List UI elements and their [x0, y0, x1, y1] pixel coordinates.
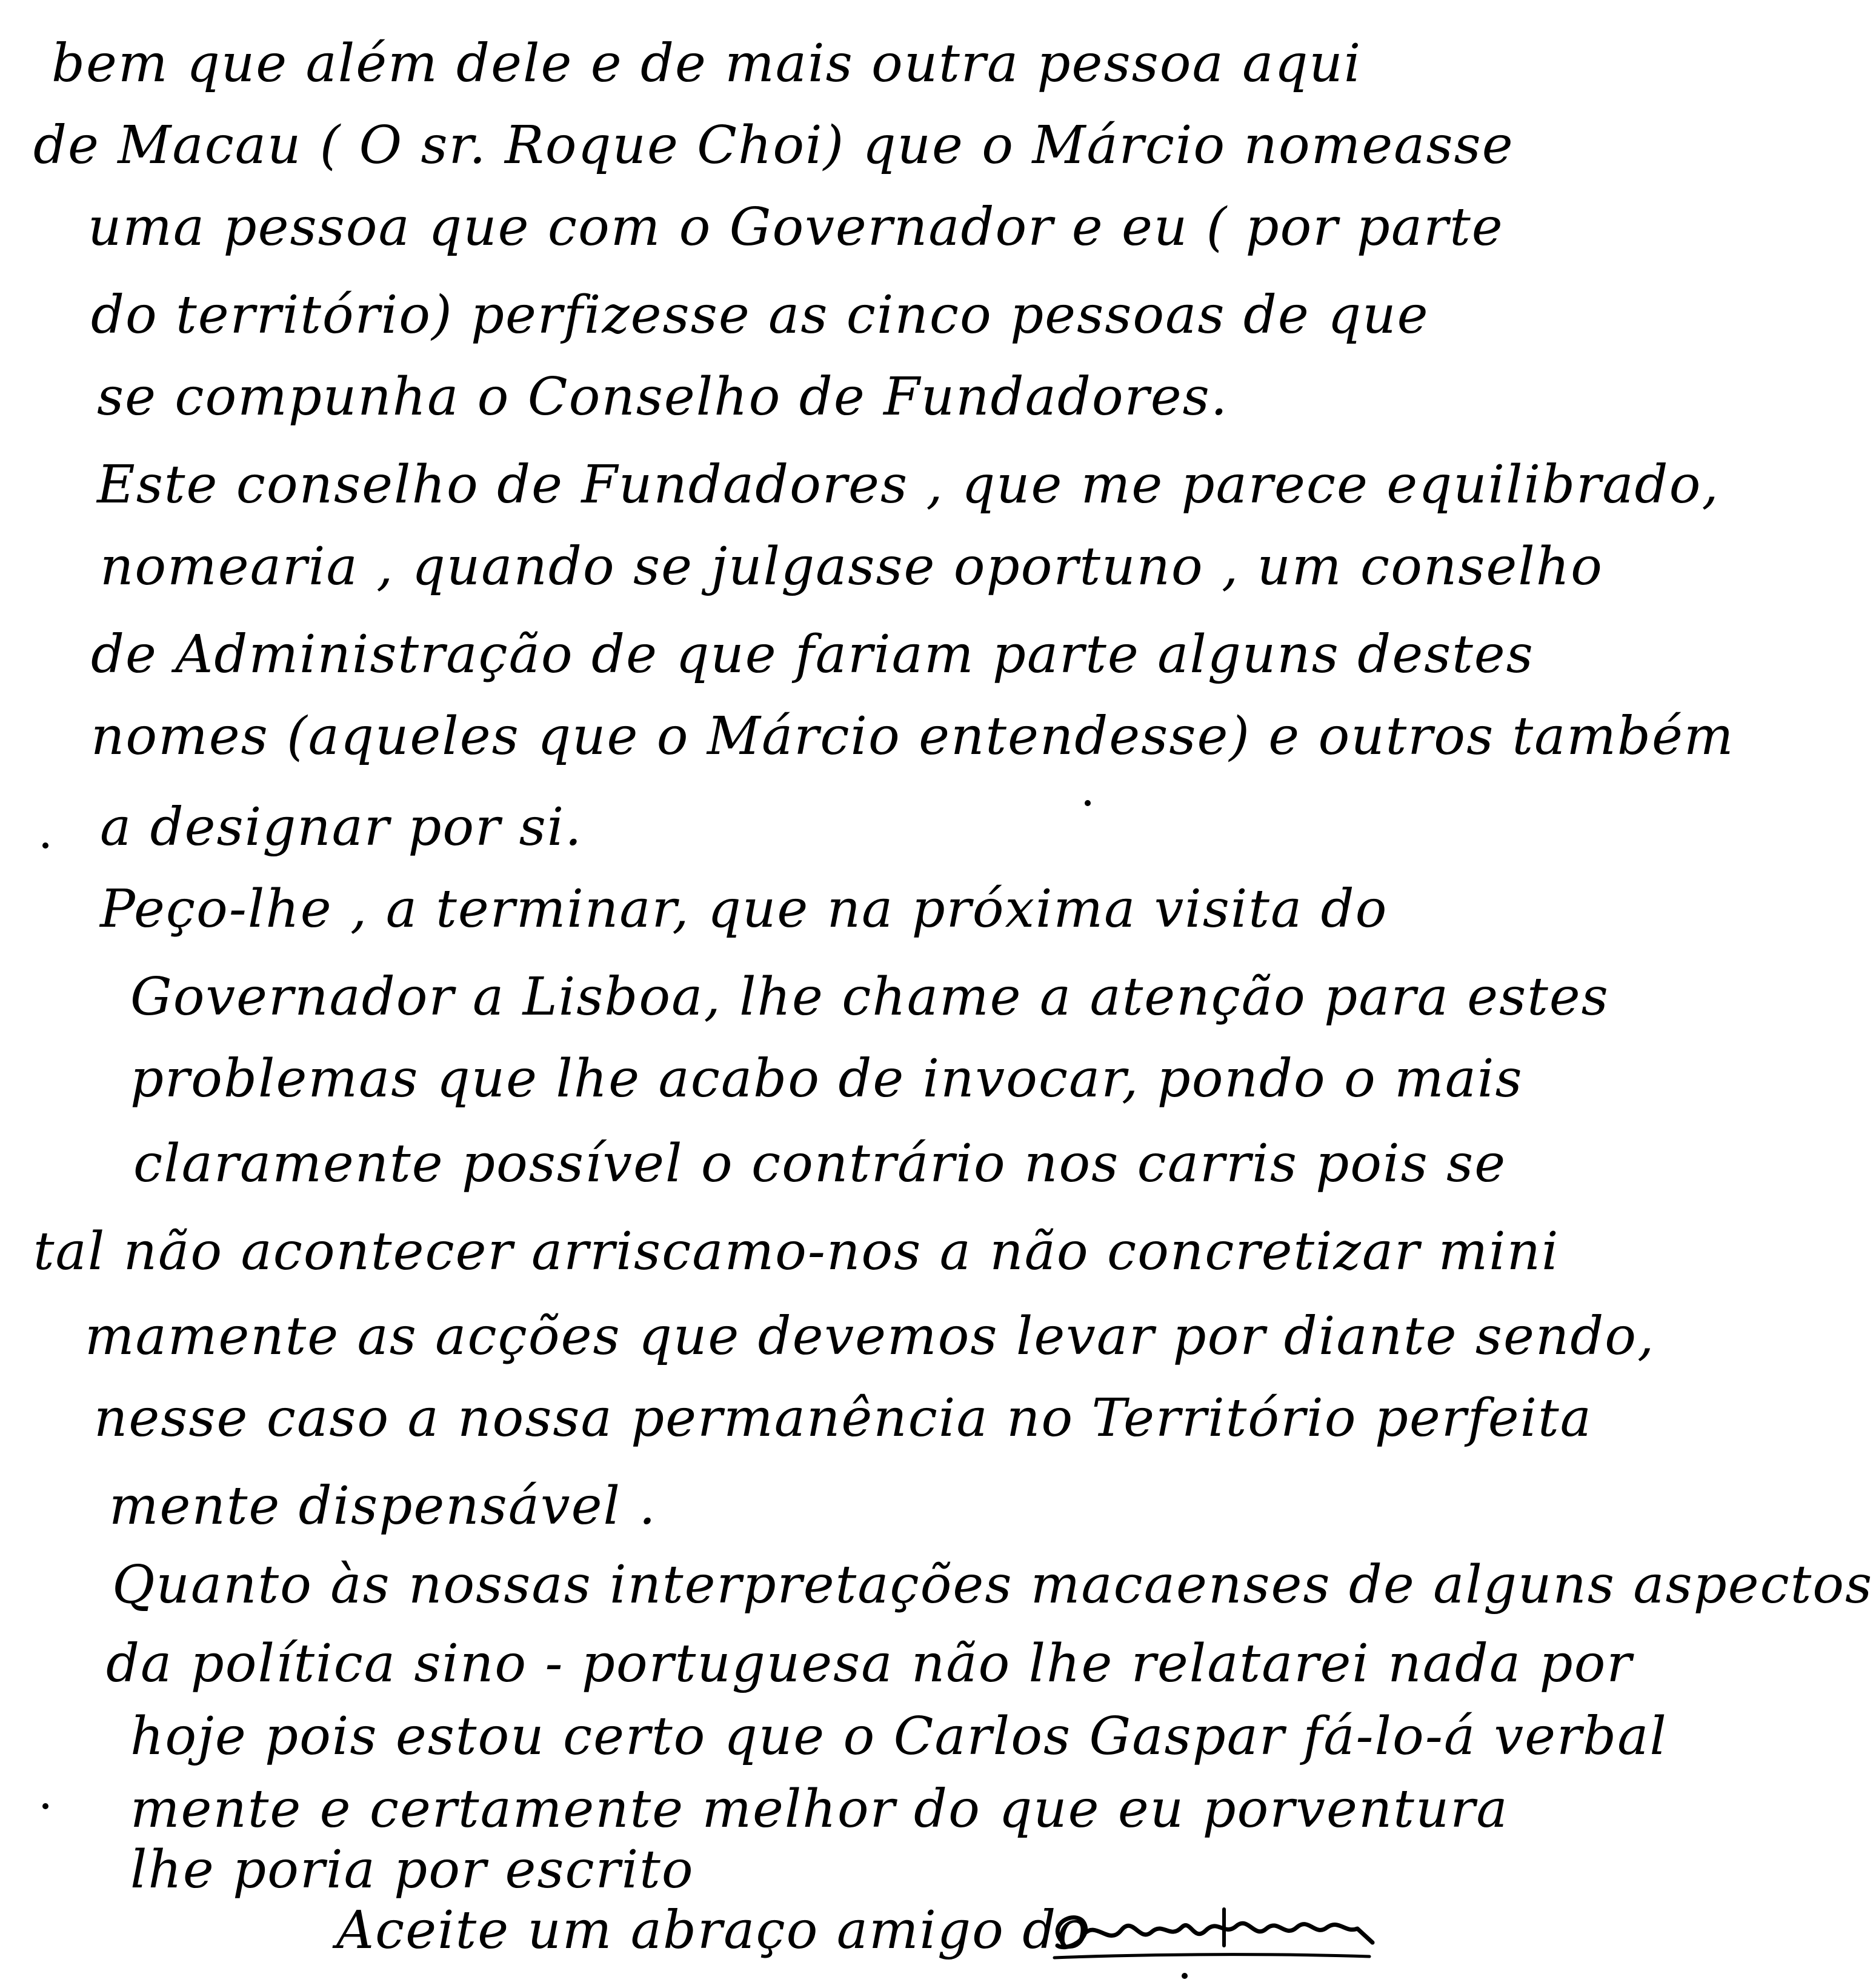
letter-line: nomearia , quando se julgasse oportuno , um conselho: [100, 536, 1603, 597]
signature-graphic: [1042, 1897, 1382, 1970]
scan-speck: [1182, 1973, 1188, 1979]
letter-line: nesse caso a nossa permanência no Território perfeita: [94, 1388, 1592, 1449]
letter-line: bem que além dele e de mais outra pessoa aqui: [52, 33, 1362, 94]
letter-line: hoje pois estou certo que o Carlos Gaspar fá-lo-á verbal: [130, 1706, 1668, 1767]
letter-line: se compunha o Conselho de Fundadores.: [97, 367, 1229, 427]
letter-line: claramente possível o contrário nos carris pois se: [133, 1133, 1507, 1194]
letter-line: Peço-lhe , a terminar, que na próxima visita do: [100, 879, 1388, 939]
scan-speck: [42, 842, 48, 849]
letter-line: lhe poria por escrito: [130, 1840, 694, 1900]
letter-line: uma pessoa que com o Governador e eu ( por parte: [88, 197, 1504, 258]
letter-line: Aceite um abraço amigo do: [336, 1900, 1090, 1961]
letter-line: problemas que lhe acabo de invocar, pondo o mais: [130, 1049, 1523, 1109]
letter-line: Governador a Lisboa, lhe chame a atenção para estes: [130, 967, 1609, 1027]
letter-line: Quanto às nossas interpretações macaenses de alguns aspectos: [112, 1555, 1873, 1615]
letter-line: Este conselho de Fundadores , que me parece equilibrado,: [97, 455, 1720, 515]
letter-line: de Administração de que fariam parte alguns destes: [91, 624, 1534, 685]
letter-line: do território) perfizesse as cinco pessoas de que: [91, 285, 1429, 345]
letter-line: nomes (aqueles que o Márcio entendesse) e outros também: [91, 706, 1735, 767]
letter-line: mente dispensável .: [109, 1476, 657, 1536]
letter-line: de Macau ( O sr. Roque Choi) que o Márcio nomeasse: [33, 115, 1514, 176]
letter-line: a designar por si.: [100, 797, 583, 858]
scan-speck: [42, 1803, 48, 1809]
letter-line: da política sino - portuguesa não lhe relatarei nada por: [106, 1633, 1633, 1694]
letter-line: mente e certamente melhor do que eu porventura: [130, 1779, 1509, 1840]
scan-speck: [1085, 800, 1091, 806]
letter-line: mamente as acções que devemos levar por diante sendo,: [85, 1306, 1655, 1367]
letter-line: tal não acontecer arriscamo-nos a não concretizar mini: [33, 1221, 1560, 1282]
